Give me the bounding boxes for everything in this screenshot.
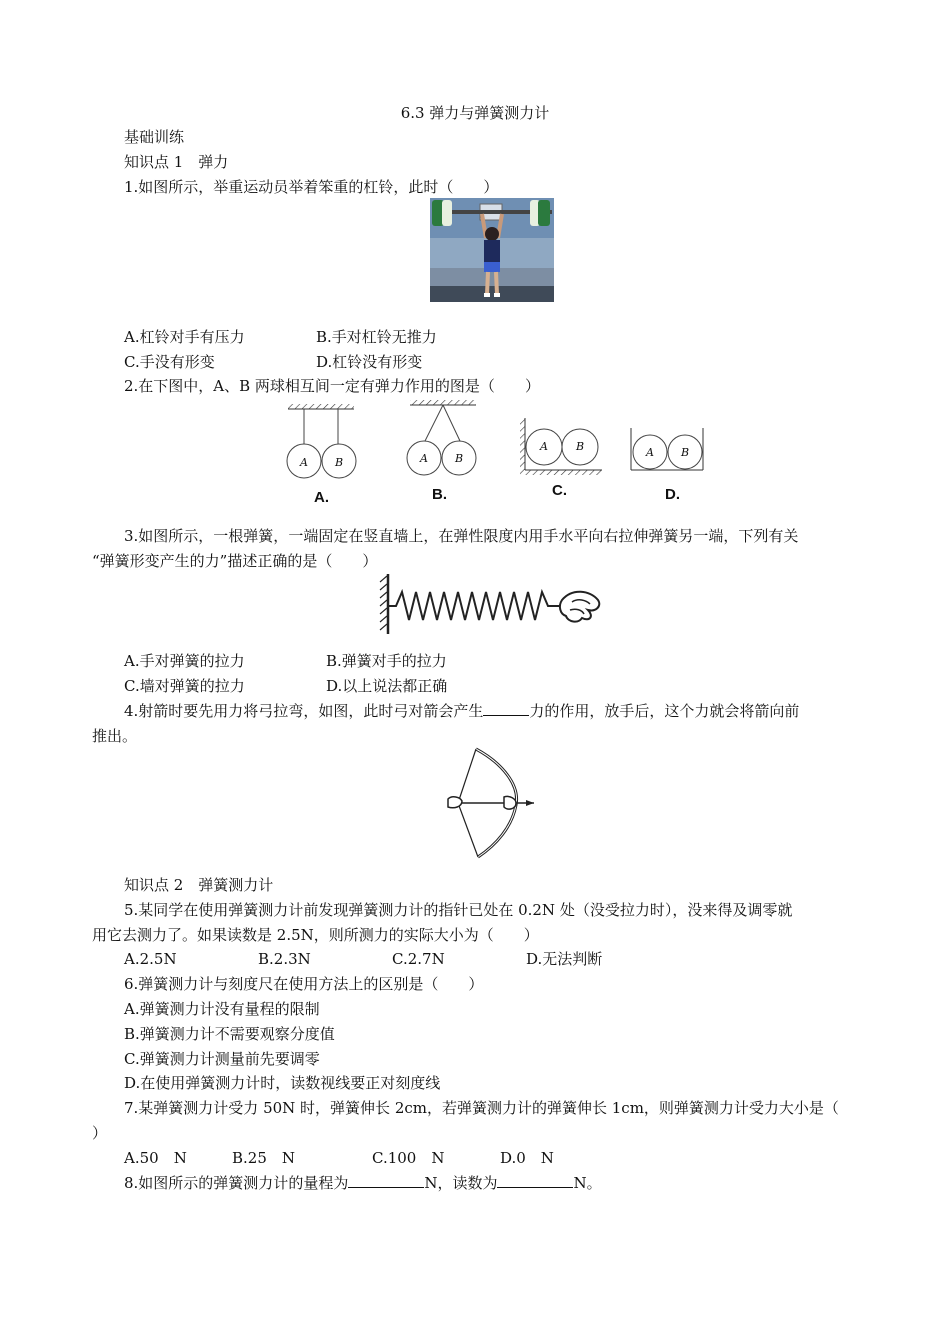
q4-stem-part2: 力的作用，放手后，这个力就会将箭向前 <box>529 702 800 720</box>
question-3-stem-line1: 3.如图所示，一根弹簧，一端固定在竖直墙上，在弹性限度内用手水平向右拉伸弹簧另一端，下列有关 <box>124 527 799 545</box>
knowledge-point-1: 知识点 1 弹力 <box>124 153 229 171</box>
q1-option-a: A.杠铃对手有压力 <box>124 328 245 346</box>
q6-option-b: B.弹簧测力计不需要观察分度值 <box>124 1025 335 1043</box>
q2-label-a: A. <box>314 489 329 506</box>
q1-option-d: D.杠铃没有形变 <box>316 353 423 371</box>
question-4-stem-line1 <box>124 701 799 721</box>
question-3-stem-line2: “弹簧形变产生的力”描述正确的是（ ） <box>92 552 378 570</box>
q5-option-b: B.2.3N <box>258 950 311 968</box>
q3-option-a: A.手对弹簧的拉力 <box>124 652 245 670</box>
question-1-stem: 1.如图所示，举重运动员举着笨重的杠铃，此时（ ） <box>124 178 499 196</box>
q4-stem-part1: 4.射箭时要先用力将弓拉弯，如图，此时弓对箭会产生 <box>124 702 484 720</box>
q8-range-blank[interactable] <box>348 1173 424 1188</box>
q2a-ball-a: A <box>300 456 308 469</box>
q5-option-d: D.无法判断 <box>526 950 603 968</box>
question-2-stem: 2.在下图中，A、B 两球相互间一定有弹力作用的图是（ ） <box>124 377 540 395</box>
q1-option-c: C.手没有形变 <box>124 353 215 371</box>
question-8-stem <box>124 1173 602 1193</box>
q2-label-c: C. <box>552 482 567 499</box>
question-7-stem-line1: 7.某弹簧测力计受力 50N 时，弹簧伸长 2cm，若弹簧测力计的弹簧伸长 1cm，则弹簧测力计受力大小是（ <box>124 1099 839 1117</box>
q4-answer-blank[interactable] <box>483 701 529 716</box>
q2a-ball-b: B <box>335 456 344 469</box>
q8-stem-part2: N，读数为 <box>424 1174 498 1192</box>
q8-stem-part1: 8.如图所示的弹簧测力计的量程为 <box>124 1174 349 1192</box>
q2b-ball-b: B <box>455 452 464 465</box>
q2-label-b: B. <box>432 486 447 503</box>
page-title: 6.3 弹力与弹簧测力计 <box>400 104 550 122</box>
q3-option-b: B.弹簧对手的拉力 <box>326 652 447 670</box>
q7-option-b: B.25 N <box>232 1149 296 1167</box>
question-6-stem: 6.弹簧测力计与刻度尺在使用方法上的区别是（ ） <box>124 975 484 993</box>
question-5-stem-line2: 用它去测力了。如果读数是 2.5N，则所测力的实际大小为（ ） <box>92 926 539 944</box>
q5-option-c: C.2.7N <box>392 950 445 968</box>
q2c-ball-b: B <box>576 440 585 453</box>
q1-option-b: B.手对杠铃无推力 <box>316 328 437 346</box>
q7-option-d: D.0 N <box>500 1149 554 1167</box>
question-5-stem-line1: 5.某同学在使用弹簧测力计前发现弹簧测力计的指针已处在 0.2N 处（没受拉力时），没来得及调零就 <box>124 901 793 919</box>
q8-reading-blank[interactable] <box>497 1173 573 1188</box>
q6-option-a: A.弹簧测力计没有量程的限制 <box>124 1000 320 1018</box>
q2c-ball-a: A <box>540 440 548 453</box>
bow-and-arrow-figure <box>440 745 540 861</box>
q2-label-d: D. <box>665 486 680 503</box>
q7-option-a: A.50 N <box>124 1149 187 1167</box>
q6-option-d: D.在使用弹簧测力计时，读数视线要正对刻度线 <box>124 1074 441 1092</box>
q2-diagrams <box>270 398 720 508</box>
question-7-stem-line2: ） <box>92 1124 108 1142</box>
q3-option-d: D.以上说法都正确 <box>326 677 448 695</box>
q8-stem-part3: N。 <box>573 1174 602 1192</box>
weightlifter-photo <box>430 198 554 302</box>
q5-option-a: A.2.5N <box>124 950 177 968</box>
q2b-ball-a: A <box>420 452 428 465</box>
section-heading: 基础训练 <box>124 128 185 146</box>
q6-option-c: C.弹簧测力计测量前先要调零 <box>124 1050 320 1068</box>
q7-option-c: C.100 N <box>372 1149 445 1167</box>
knowledge-point-2: 知识点 2 弹簧测力计 <box>124 876 274 894</box>
q2d-ball-b: B <box>681 446 690 459</box>
spring-wall-hand-figure <box>376 572 606 638</box>
q2d-ball-a: A <box>646 446 654 459</box>
q3-option-c: C.墙对弹簧的拉力 <box>124 677 245 695</box>
question-4-stem-line2: 推出。 <box>92 727 138 745</box>
